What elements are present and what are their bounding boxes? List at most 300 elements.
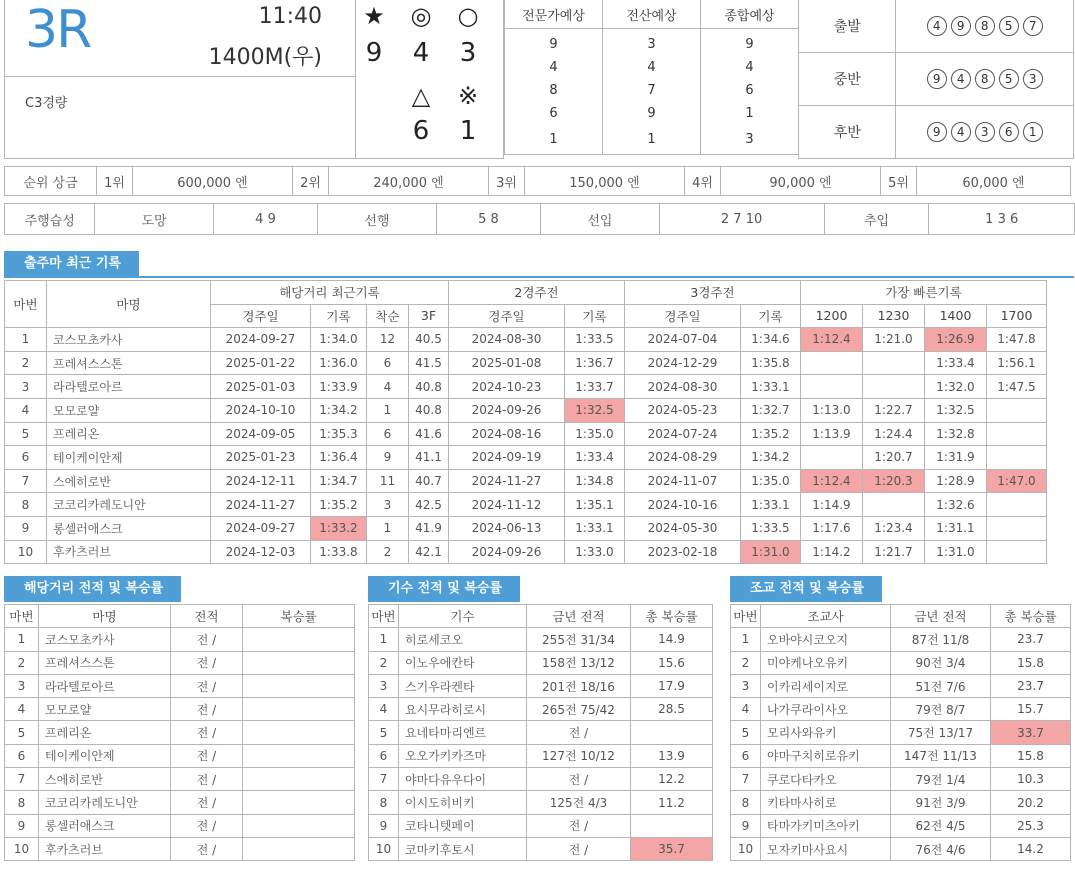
- cell-b1400: 1:31.9: [925, 446, 987, 470]
- prize-table: [4, 166, 1071, 196]
- col-horse-no: 마번: [5, 281, 47, 328]
- cell-rec: 125전 4/3: [527, 791, 631, 814]
- prize-rank: 4위: [685, 167, 721, 196]
- cell-no: 9: [5, 516, 47, 540]
- pick-number: 9: [365, 38, 383, 68]
- cell-d2: 2024-09-26: [449, 540, 565, 564]
- cell-rec: 전 /: [171, 814, 243, 837]
- cell-d2: 2024-11-27: [449, 469, 565, 493]
- cell-rec: 76전 4/6: [891, 837, 991, 860]
- cell-no: 8: [5, 791, 39, 814]
- tab-distance-record[interactable]: 해당거리 전적 및 복승률: [4, 576, 181, 602]
- cell-rate: 14.2: [991, 837, 1071, 860]
- cell-no: 4: [369, 698, 399, 721]
- cell-rec: 51전 7/6: [891, 674, 991, 697]
- cell-r3: 1:33.1: [741, 375, 801, 399]
- pace-nums-late: [896, 106, 1074, 159]
- pred-computer-value: 1: [603, 125, 701, 155]
- cell-name: 오오가키카즈마: [399, 744, 527, 767]
- cell-b1700: 1:56.1: [987, 351, 1047, 375]
- circled-number: 6: [999, 122, 1019, 142]
- circled-number: 7: [1023, 16, 1043, 36]
- cell-f1: 40.7: [409, 469, 449, 493]
- cell-d2: 2024-06-13: [449, 516, 565, 540]
- col-date: 경주일: [449, 304, 565, 328]
- group-3-races-ago: 3경주전: [625, 281, 801, 305]
- col-date: 경주일: [211, 304, 311, 328]
- cell-no: 5: [369, 721, 399, 744]
- double-circle-symbol: ◎: [410, 2, 432, 30]
- cell-r1: 1:34.0: [311, 328, 367, 352]
- cell-no: 5: [5, 422, 47, 446]
- pred-computer-value: 3: [603, 29, 701, 57]
- cell-rate: 15.6: [631, 651, 713, 674]
- pred-overall-value: 4: [701, 56, 799, 79]
- col-horse-name: 마명: [47, 281, 211, 328]
- cell-rate: 20.2: [991, 791, 1071, 814]
- table-row: [5, 446, 1047, 470]
- cell-p1: 9: [367, 446, 409, 470]
- cell-r1: 1:34.2: [311, 398, 367, 422]
- cell-d1: 2024-12-03: [211, 540, 311, 564]
- pred-overall-value: 9: [701, 29, 799, 57]
- cell-no: 9: [5, 814, 39, 837]
- table-row: [369, 791, 713, 814]
- cell-d3: 2024-07-04: [625, 328, 741, 352]
- cell-b1230: 1:21.0: [863, 328, 925, 352]
- cell-rate: 33.7: [991, 721, 1071, 744]
- table-row: [731, 791, 1071, 814]
- cell-name: 프레셔스스톤: [39, 651, 171, 674]
- cell-no: 1: [731, 628, 761, 651]
- table-row: [369, 674, 713, 697]
- cell-rec: 전 /: [171, 837, 243, 860]
- col-1400: 1400: [925, 304, 987, 328]
- table-row: [731, 628, 1071, 651]
- cell-rate: 17.9: [631, 674, 713, 697]
- col-record: 기록: [565, 304, 625, 328]
- table-row: [5, 516, 1047, 540]
- cell-r1: 1:36.0: [311, 351, 367, 375]
- col-rate: 복승률: [243, 605, 355, 628]
- table-row: [5, 493, 1047, 517]
- cell-name: 모리사와유키: [761, 721, 891, 744]
- col-year-record: 금년 전적: [891, 605, 991, 628]
- cell-r1: 1:34.7: [311, 469, 367, 493]
- cell-rec: 79전 8/7: [891, 698, 991, 721]
- cell-b1200: [801, 351, 863, 375]
- pace-label-mid: 중반: [799, 53, 896, 106]
- table-row: [731, 674, 1071, 697]
- cell-name: 이시도히비키: [399, 791, 527, 814]
- distance-record-table: [4, 604, 355, 861]
- cell-name: 코코리카레도니안: [47, 493, 211, 517]
- cell-rate: [243, 698, 355, 721]
- cell-d3: 2024-12-29: [625, 351, 741, 375]
- group-fastest: 가장 빠른기록: [801, 281, 1047, 305]
- table-row: [5, 721, 355, 744]
- pred-expert-value: 1: [505, 125, 603, 155]
- cell-name: 코스모초카사: [39, 628, 171, 651]
- cell-no: 8: [369, 791, 399, 814]
- running-style-table: [4, 203, 1075, 235]
- table-row: [369, 744, 713, 767]
- prize-amount: 600,000 엔: [133, 167, 293, 196]
- circled-number: 9: [927, 69, 947, 89]
- table-row: [731, 721, 1071, 744]
- col-place: 착순: [367, 304, 409, 328]
- cell-b1400: 1:31.0: [925, 540, 987, 564]
- pred-expert-value: 6: [505, 102, 603, 125]
- cell-no: 10: [369, 837, 399, 860]
- cell-b1400: 1:32.0: [925, 375, 987, 399]
- prize-amount: 90,000 엔: [721, 167, 881, 196]
- cell-b1200: 1:12.4: [801, 469, 863, 493]
- cell-no: 7: [731, 768, 761, 791]
- table-row: [369, 721, 713, 744]
- cell-rec: 전 /: [171, 791, 243, 814]
- col-total-rate: 총 복승률: [991, 605, 1071, 628]
- cell-no: 2: [731, 651, 761, 674]
- cell-rec: 전 /: [171, 768, 243, 791]
- circled-number: 9: [927, 122, 947, 142]
- cell-f1: 42.5: [409, 493, 449, 517]
- pred-overall-value: 3: [701, 125, 799, 155]
- cell-r3: 1:31.0: [741, 540, 801, 564]
- table-row: [369, 651, 713, 674]
- cell-no: 6: [369, 744, 399, 767]
- cell-d1: 2024-12-11: [211, 469, 311, 493]
- cell-rate: [243, 744, 355, 767]
- pred-expert-value: 9: [505, 29, 603, 57]
- cell-d3: 2023-02-18: [625, 540, 741, 564]
- cell-rec: 전 /: [527, 837, 631, 860]
- cell-r2: 1:32.5: [565, 398, 625, 422]
- cell-b1400: 1:26.9: [925, 328, 987, 352]
- table-row: [731, 814, 1071, 837]
- cell-b1200: [801, 446, 863, 470]
- cell-no: 10: [731, 837, 761, 860]
- style-value: 5 8: [436, 204, 541, 235]
- cell-name: 쿠로다타카오: [761, 768, 891, 791]
- table-row: [5, 540, 1047, 564]
- table-row: [369, 698, 713, 721]
- col-horse-no: 마번: [5, 605, 39, 628]
- cell-rec: 전 /: [527, 721, 631, 744]
- col-3f: 3F: [409, 304, 449, 328]
- cell-b1700: 1:47.0: [987, 469, 1047, 493]
- cell-no: 6: [731, 744, 761, 767]
- cell-name: 타마가키미츠아키: [761, 814, 891, 837]
- prize-rank: 1위: [97, 167, 133, 196]
- pick-number: 4: [412, 38, 430, 68]
- cell-d3: 2024-05-30: [625, 516, 741, 540]
- cell-f1: 40.8: [409, 375, 449, 399]
- cell-rec: 전 /: [527, 814, 631, 837]
- col-date: 경주일: [625, 304, 741, 328]
- cell-b1200: [801, 375, 863, 399]
- cell-name: 코타니텟페이: [399, 814, 527, 837]
- cell-rec: 255전 31/34: [527, 628, 631, 651]
- cell-b1400: 1:28.9: [925, 469, 987, 493]
- cell-name: 테이케이안제: [47, 446, 211, 470]
- circled-number: 4: [927, 16, 947, 36]
- circled-number: 9: [951, 16, 971, 36]
- jockey-record-table: [368, 604, 713, 861]
- cell-r3: 1:34.2: [741, 446, 801, 470]
- cell-no: 3: [5, 674, 39, 697]
- cell-rate: [243, 791, 355, 814]
- cell-d1: 2025-01-23: [211, 446, 311, 470]
- cell-r2: 1:33.0: [565, 540, 625, 564]
- pace-nums-mid: [896, 53, 1074, 106]
- cell-b1230: 1:20.7: [863, 446, 925, 470]
- circled-number: 8: [975, 69, 995, 89]
- cell-d2: 2024-08-30: [449, 328, 565, 352]
- cell-no: 5: [731, 721, 761, 744]
- cell-no: 6: [5, 446, 47, 470]
- cell-rec: 87전 11/8: [891, 628, 991, 651]
- cell-r2: 1:33.5: [565, 328, 625, 352]
- cell-b1200: 1:14.9: [801, 493, 863, 517]
- circled-number: 3: [1023, 69, 1043, 89]
- tab-recent-records[interactable]: 출주마 최근 기록: [4, 251, 139, 277]
- cell-rec: 전 /: [527, 768, 631, 791]
- race-distance: 1400M(우): [208, 45, 322, 70]
- cell-name: 요시무라히로시: [399, 698, 527, 721]
- cell-rate: 14.9: [631, 628, 713, 651]
- cell-name: 스기우라켄타: [399, 674, 527, 697]
- picks-box: [356, 0, 504, 159]
- cell-no: 10: [5, 837, 39, 860]
- cell-rec: 전 /: [171, 674, 243, 697]
- cell-rec: 91전 3/9: [891, 791, 991, 814]
- cell-name: 라라텔로아르: [47, 375, 211, 399]
- cell-b1200: 1:17.6: [801, 516, 863, 540]
- table-row: [5, 837, 355, 860]
- header-computer: 전산예상: [603, 0, 701, 29]
- cell-no: 1: [5, 328, 47, 352]
- cell-name: 이카리세이지로: [761, 674, 891, 697]
- cell-rec: 62전 4/5: [891, 814, 991, 837]
- cell-r1: 1:33.9: [311, 375, 367, 399]
- circled-number: 5: [999, 69, 1019, 89]
- cell-d3: 2024-10-16: [625, 493, 741, 517]
- table-row: [731, 768, 1071, 791]
- col-horse-no: 마번: [369, 605, 399, 628]
- style-label: 주행습성: [5, 204, 95, 235]
- cell-rec: 265전 75/42: [527, 698, 631, 721]
- cell-rec: 75전 13/17: [891, 721, 991, 744]
- col-horse-name: 마명: [39, 605, 171, 628]
- cell-b1200: 1:12.4: [801, 328, 863, 352]
- cell-name: 키타마사히로: [761, 791, 891, 814]
- race-number: 3R: [25, 0, 91, 60]
- cell-rate: 35.7: [631, 837, 713, 860]
- cell-name: 테이케이안제: [39, 744, 171, 767]
- trainer-record-table: [730, 604, 1071, 861]
- cell-b1200: 1:13.9: [801, 422, 863, 446]
- cell-b1400: 1:31.1: [925, 516, 987, 540]
- cell-rec: 79전 1/4: [891, 768, 991, 791]
- cell-b1200: 1:13.0: [801, 398, 863, 422]
- cell-no: 2: [5, 651, 39, 674]
- cell-rate: [631, 721, 713, 744]
- cell-no: 9: [731, 814, 761, 837]
- cell-d2: 2025-01-08: [449, 351, 565, 375]
- cell-d1: 2025-01-03: [211, 375, 311, 399]
- col-record: 전적: [171, 605, 243, 628]
- cell-b1230: 1:20.3: [863, 469, 925, 493]
- cell-p1: 12: [367, 328, 409, 352]
- table-row: [731, 698, 1071, 721]
- table-row: [5, 628, 355, 651]
- cell-r2: 1:35.1: [565, 493, 625, 517]
- pace-table: [798, 0, 1074, 159]
- prize-rank: 3위: [489, 167, 525, 196]
- col-year-record: 금년 전적: [527, 605, 631, 628]
- cell-rec: 전 /: [171, 744, 243, 767]
- cell-no: 7: [369, 768, 399, 791]
- divider: [5, 76, 355, 77]
- table-row: [731, 837, 1071, 860]
- tab-jockey-record[interactable]: 기수 전적 및 복승률: [368, 576, 520, 602]
- circled-number: 1: [1023, 122, 1043, 142]
- cell-d1: 2024-10-10: [211, 398, 311, 422]
- cell-name: 프레리온: [39, 721, 171, 744]
- cell-no: 8: [5, 493, 47, 517]
- cell-b1700: [987, 516, 1047, 540]
- cell-rate: 13.9: [631, 744, 713, 767]
- circled-number: 5: [999, 16, 1019, 36]
- cell-f1: 41.5: [409, 351, 449, 375]
- pred-computer-value: 4: [603, 56, 701, 79]
- cell-r3: 1:33.1: [741, 493, 801, 517]
- cell-name: 라라텔로아르: [39, 674, 171, 697]
- cell-name: 프레셔스스톤: [47, 351, 211, 375]
- circled-number: 4: [951, 122, 971, 142]
- style-name: 선행: [318, 204, 436, 235]
- table-row: [5, 398, 1047, 422]
- cell-name: 모모로얄: [47, 398, 211, 422]
- cell-rate: 28.5: [631, 698, 713, 721]
- cell-p1: 3: [367, 493, 409, 517]
- table-row: [5, 422, 1047, 446]
- cell-d2: 2024-09-26: [449, 398, 565, 422]
- cell-name: 모모로얄: [39, 698, 171, 721]
- table-row: [731, 744, 1071, 767]
- cell-r3: 1:32.7: [741, 398, 801, 422]
- cell-d3: 2024-07-24: [625, 422, 741, 446]
- cell-b1700: [987, 493, 1047, 517]
- cell-rate: 23.7: [991, 628, 1071, 651]
- cell-rec: 127전 10/12: [527, 744, 631, 767]
- group-2-races-ago: 2경주전: [449, 281, 625, 305]
- prize-rank: 5위: [881, 167, 917, 196]
- cell-p1: 6: [367, 351, 409, 375]
- cell-r2: 1:33.7: [565, 375, 625, 399]
- pred-expert-value: 8: [505, 79, 603, 102]
- pick-number: 6: [412, 116, 430, 146]
- triangle-symbol: △: [411, 82, 431, 110]
- recent-records-table: [4, 280, 1047, 564]
- cell-r2: 1:33.4: [565, 446, 625, 470]
- cell-b1700: 1:47.8: [987, 328, 1047, 352]
- cell-no: 4: [731, 698, 761, 721]
- cell-p1: 2: [367, 540, 409, 564]
- cell-name: 모자키마사요시: [761, 837, 891, 860]
- style-value: 4 9: [213, 204, 318, 235]
- pace-nums-start: [896, 0, 1074, 53]
- tab-trainer-record[interactable]: 조교 전적 및 복승률: [730, 576, 882, 602]
- table-row: [369, 814, 713, 837]
- cell-b1230: [863, 375, 925, 399]
- group-distance-record: 해당거리 최근기록: [211, 281, 449, 305]
- col-total-rate: 총 복승률: [631, 605, 713, 628]
- race-class: C3경량: [25, 96, 68, 111]
- cell-rate: 15.7: [991, 698, 1071, 721]
- prize-rank: 2위: [293, 167, 329, 196]
- cell-name: 이노우에칸타: [399, 651, 527, 674]
- table-row: [5, 651, 355, 674]
- table-row: [5, 469, 1047, 493]
- prize-amount: 150,000 엔: [525, 167, 685, 196]
- cell-r3: 1:35.0: [741, 469, 801, 493]
- cell-r1: 1:33.2: [311, 516, 367, 540]
- cell-rate: 12.2: [631, 768, 713, 791]
- pred-computer-value: 7: [603, 79, 701, 102]
- cell-rate: [243, 814, 355, 837]
- prediction-table: [504, 0, 799, 155]
- cell-b1700: [987, 422, 1047, 446]
- table-row: [5, 674, 355, 697]
- pace-label-start: 출발: [799, 0, 896, 53]
- cell-f1: 42.1: [409, 540, 449, 564]
- table-row: [5, 351, 1047, 375]
- cell-rate: 15.8: [991, 651, 1071, 674]
- cell-no: 5: [5, 721, 39, 744]
- cell-rate: [243, 837, 355, 860]
- col-1230: 1230: [863, 304, 925, 328]
- cell-name: 요네타마리엔르: [399, 721, 527, 744]
- cell-no: 1: [369, 628, 399, 651]
- pred-overall-value: 6: [701, 79, 799, 102]
- cell-b1400: 1:32.6: [925, 493, 987, 517]
- cell-f1: 41.9: [409, 516, 449, 540]
- table-row: [369, 628, 713, 651]
- table-row: [5, 328, 1047, 352]
- tab-underline: [4, 276, 1074, 278]
- style-name: 추입: [824, 204, 929, 235]
- cell-r2: 1:34.8: [565, 469, 625, 493]
- cell-p1: 1: [367, 516, 409, 540]
- cell-rate: 10.3: [991, 768, 1071, 791]
- cell-p1: 11: [367, 469, 409, 493]
- cell-b1230: 1:23.4: [863, 516, 925, 540]
- cell-r2: 1:33.1: [565, 516, 625, 540]
- cell-rate: 23.7: [991, 674, 1071, 697]
- header-overall: 종합예상: [701, 0, 799, 29]
- race-header: [4, 0, 1074, 160]
- prize-amount: 60,000 엔: [917, 167, 1071, 196]
- cell-rate: 11.2: [631, 791, 713, 814]
- cell-rate: [243, 628, 355, 651]
- cell-rec: 201전 18/16: [527, 674, 631, 697]
- cell-no: 3: [731, 674, 761, 697]
- cell-p1: 6: [367, 422, 409, 446]
- cell-d3: 2024-08-29: [625, 446, 741, 470]
- cell-b1230: [863, 493, 925, 517]
